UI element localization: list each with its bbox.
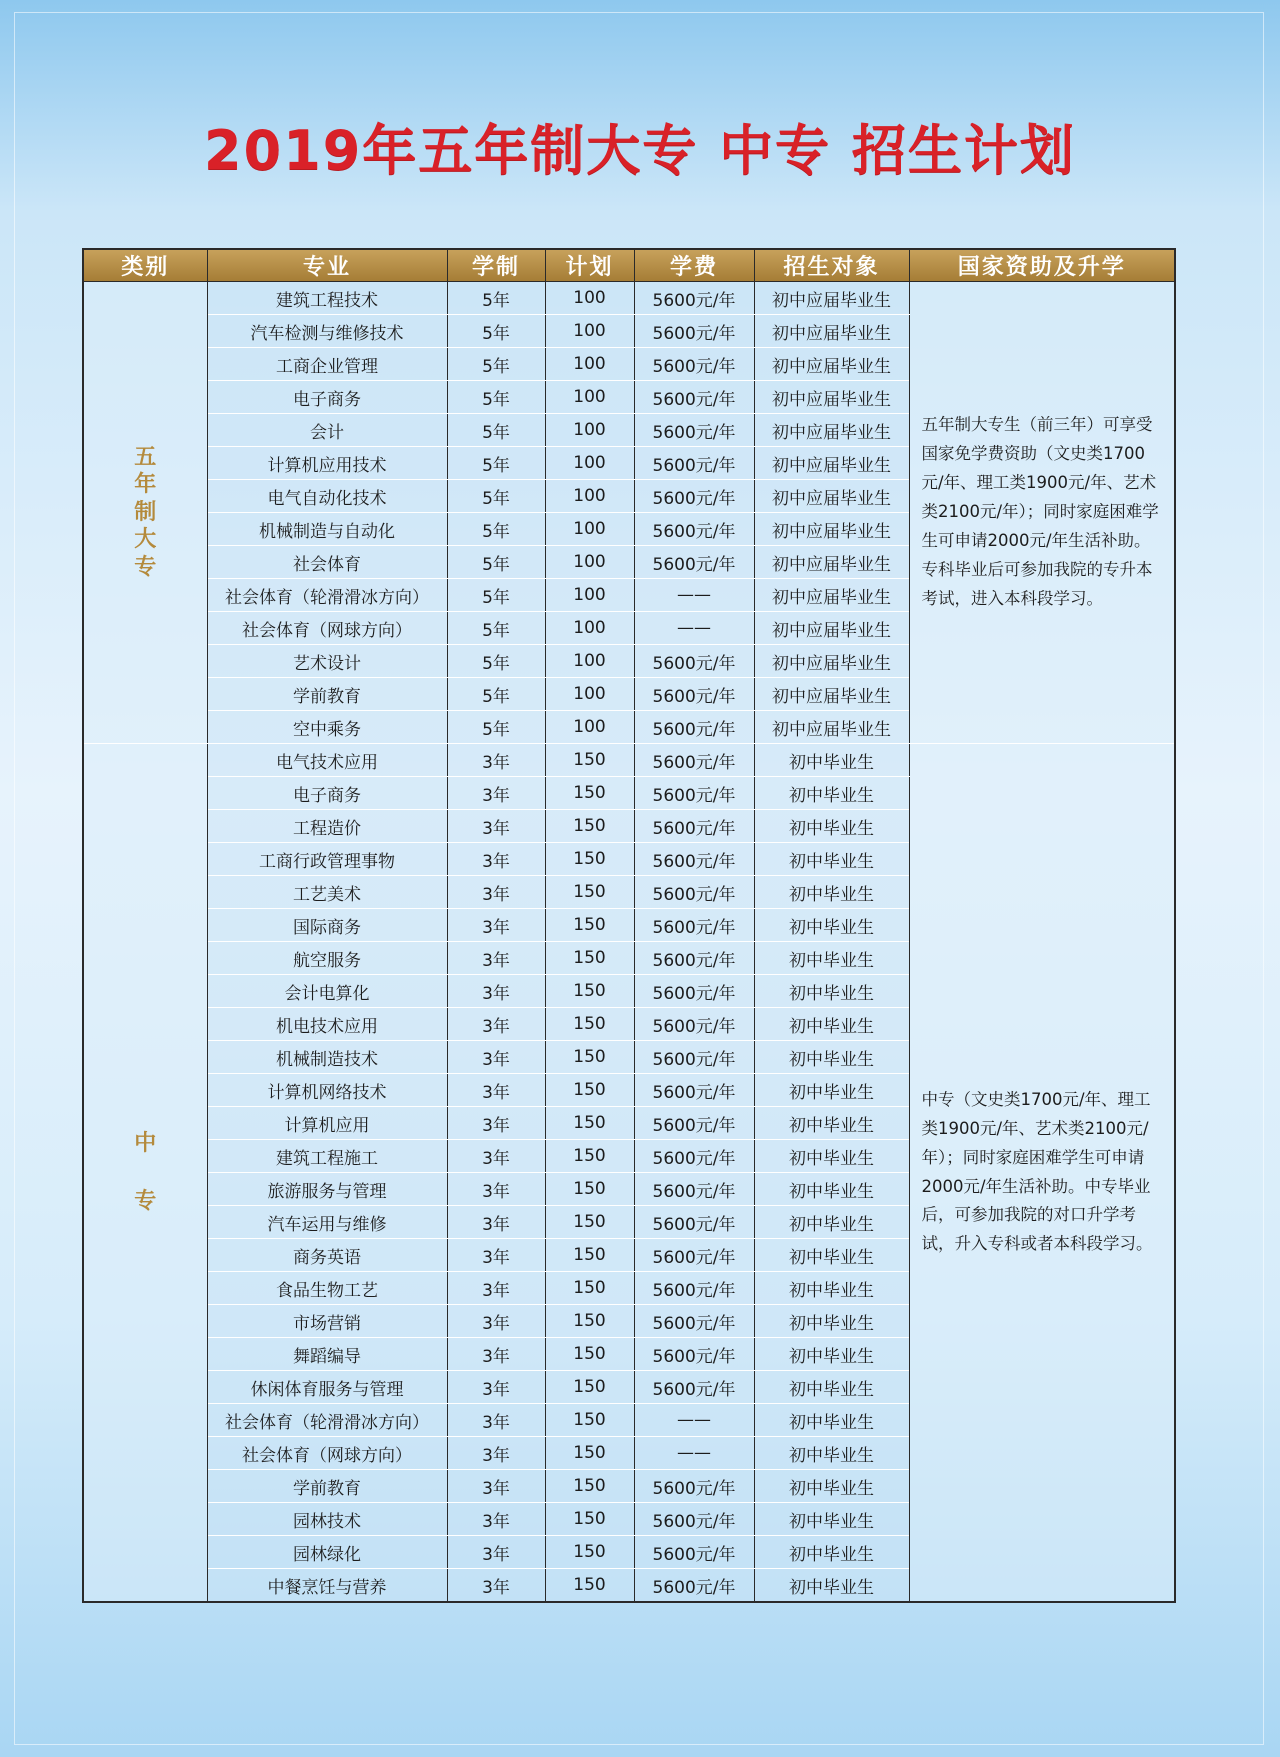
duration-cell: 3年	[447, 1272, 545, 1305]
duration-cell: 5年	[447, 546, 545, 579]
enrollment-plan-table	[82, 248, 1176, 1603]
table-body	[83, 282, 1175, 1603]
target-cell: 初中应届毕业生	[754, 579, 909, 612]
duration-cell: 3年	[447, 909, 545, 942]
target-cell: 初中应届毕业生	[754, 282, 909, 315]
plan-cell: 150	[545, 810, 634, 843]
tuition-cell: 5600元/年	[634, 282, 754, 315]
plan-cell: 100	[545, 381, 634, 414]
plan-cell: 150	[545, 1140, 634, 1173]
tuition-cell: 5600元/年	[634, 843, 754, 876]
major-cell: 计算机应用	[207, 1107, 447, 1140]
target-cell: 初中毕业生	[754, 1206, 909, 1239]
tuition-cell: 5600元/年	[634, 1107, 754, 1140]
target-cell: 初中应届毕业生	[754, 513, 909, 546]
major-cell: 中餐烹饪与营养	[207, 1569, 447, 1603]
major-cell: 休闲体育服务与管理	[207, 1371, 447, 1404]
major-cell: 建筑工程技术	[207, 282, 447, 315]
plan-cell: 150	[545, 909, 634, 942]
tuition-cell: 5600元/年	[634, 546, 754, 579]
duration-cell: 3年	[447, 1338, 545, 1371]
tuition-cell: 5600元/年	[634, 1140, 754, 1173]
duration-cell: 5年	[447, 480, 545, 513]
duration-cell: 5年	[447, 612, 545, 645]
duration-cell: 3年	[447, 1074, 545, 1107]
tuition-cell: 5600元/年	[634, 1305, 754, 1338]
duration-cell: 3年	[447, 810, 545, 843]
plan-cell: 150	[545, 1008, 634, 1041]
duration-cell: 3年	[447, 1503, 545, 1536]
target-cell: 初中毕业生	[754, 909, 909, 942]
target-cell: 初中毕业生	[754, 1371, 909, 1404]
tuition-cell: 5600元/年	[634, 975, 754, 1008]
major-cell: 电气自动化技术	[207, 480, 447, 513]
duration-cell: 3年	[447, 1041, 545, 1074]
tuition-cell: 5600元/年	[634, 348, 754, 381]
table-row	[83, 744, 1175, 777]
tuition-cell: 5600元/年	[634, 1173, 754, 1206]
major-cell: 工商企业管理	[207, 348, 447, 381]
tuition-cell: 5600元/年	[634, 381, 754, 414]
duration-cell: 3年	[447, 777, 545, 810]
plan-cell: 100	[545, 414, 634, 447]
plan-cell: 150	[545, 1371, 634, 1404]
page-title: 2019年五年制大专 中专 招生计划	[204, 119, 1076, 182]
aid-note-cell: 中专（文史类1700元/年、理工类1900元/年、艺术类2100元/年）；同时家庭困难学生可申请2000元/年生活补助。中专毕业后，可参加我院的对口升学考试，升入专科或者本科段学习。	[909, 744, 1175, 1603]
duration-cell: 3年	[447, 1008, 545, 1041]
tuition-cell: 5600元/年	[634, 1338, 754, 1371]
target-cell: 初中毕业生	[754, 1140, 909, 1173]
header-duration: 学制	[447, 249, 545, 282]
target-cell: 初中毕业生	[754, 1272, 909, 1305]
category-label: 五 年 制 大 专	[134, 444, 157, 580]
plan-cell: 150	[545, 777, 634, 810]
target-cell: 初中毕业生	[754, 1503, 909, 1536]
tuition-cell: ——	[634, 579, 754, 612]
duration-cell: 5年	[447, 348, 545, 381]
plan-cell: 100	[545, 480, 634, 513]
duration-cell: 3年	[447, 744, 545, 777]
plan-cell: 150	[545, 1272, 634, 1305]
target-cell: 初中毕业生	[754, 777, 909, 810]
plan-cell: 150	[545, 1041, 634, 1074]
major-cell: 园林绿化	[207, 1536, 447, 1569]
major-cell: 市场营销	[207, 1305, 447, 1338]
duration-cell: 3年	[447, 1569, 545, 1603]
duration-cell: 5年	[447, 711, 545, 744]
duration-cell: 3年	[447, 1404, 545, 1437]
duration-cell: 3年	[447, 1173, 545, 1206]
tuition-cell: 5600元/年	[634, 744, 754, 777]
tuition-cell: 5600元/年	[634, 942, 754, 975]
plan-cell: 150	[545, 1470, 634, 1503]
target-cell: 初中应届毕业生	[754, 645, 909, 678]
plan-cell: 150	[545, 1569, 634, 1603]
plan-cell: 150	[545, 1338, 634, 1371]
table-row	[83, 282, 1175, 315]
plan-cell: 150	[545, 1437, 634, 1470]
target-cell: 初中应届毕业生	[754, 711, 909, 744]
duration-cell: 3年	[447, 1437, 545, 1470]
major-cell: 学前教育	[207, 678, 447, 711]
major-cell: 机电技术应用	[207, 1008, 447, 1041]
duration-cell: 5年	[447, 381, 545, 414]
tuition-cell: 5600元/年	[634, 1569, 754, 1603]
duration-cell: 5年	[447, 447, 545, 480]
plan-cell: 150	[545, 843, 634, 876]
duration-cell: 5年	[447, 282, 545, 315]
tuition-cell: 5600元/年	[634, 711, 754, 744]
category-label: 中 专	[134, 1131, 157, 1214]
major-cell: 舞蹈编导	[207, 1338, 447, 1371]
target-cell: 初中毕业生	[754, 1173, 909, 1206]
plan-cell: 150	[545, 975, 634, 1008]
major-cell: 电子商务	[207, 381, 447, 414]
plan-cell: 100	[545, 315, 634, 348]
duration-cell: 3年	[447, 1206, 545, 1239]
tuition-cell: 5600元/年	[634, 447, 754, 480]
target-cell: 初中毕业生	[754, 942, 909, 975]
major-cell: 电子商务	[207, 777, 447, 810]
plan-cell: 100	[545, 546, 634, 579]
tuition-cell: 5600元/年	[634, 414, 754, 447]
target-cell: 初中应届毕业生	[754, 348, 909, 381]
target-cell: 初中毕业生	[754, 1305, 909, 1338]
duration-cell: 3年	[447, 1239, 545, 1272]
duration-cell: 3年	[447, 876, 545, 909]
target-cell: 初中应届毕业生	[754, 315, 909, 348]
major-cell: 工商行政管理事物	[207, 843, 447, 876]
target-cell: 初中毕业生	[754, 1437, 909, 1470]
major-cell: 工程造价	[207, 810, 447, 843]
header-tuition: 学费	[634, 249, 754, 282]
tuition-cell: 5600元/年	[634, 909, 754, 942]
target-cell: 初中应届毕业生	[754, 480, 909, 513]
header-plan: 计划	[545, 249, 634, 282]
tuition-cell: 5600元/年	[634, 513, 754, 546]
major-cell: 社会体育（网球方向）	[207, 612, 447, 645]
major-cell: 机械制造技术	[207, 1041, 447, 1074]
plan-cell: 100	[545, 579, 634, 612]
target-cell: 初中毕业生	[754, 1008, 909, 1041]
major-cell: 社会体育（轮滑滑冰方向）	[207, 1404, 447, 1437]
tuition-cell: ——	[634, 1404, 754, 1437]
plan-cell: 150	[545, 744, 634, 777]
plan-cell: 150	[545, 942, 634, 975]
duration-cell: 3年	[447, 1305, 545, 1338]
plan-cell: 100	[545, 711, 634, 744]
duration-cell: 3年	[447, 843, 545, 876]
major-cell: 商务英语	[207, 1239, 447, 1272]
header-category: 类别	[83, 249, 207, 282]
major-cell: 会计	[207, 414, 447, 447]
target-cell: 初中毕业生	[754, 876, 909, 909]
duration-cell: 5年	[447, 315, 545, 348]
duration-cell: 5年	[447, 579, 545, 612]
tuition-cell: 5600元/年	[634, 315, 754, 348]
plan-cell: 100	[545, 447, 634, 480]
major-cell: 汽车检测与维修技术	[207, 315, 447, 348]
major-cell: 国际商务	[207, 909, 447, 942]
duration-cell: 5年	[447, 645, 545, 678]
target-cell: 初中毕业生	[754, 1107, 909, 1140]
target-cell: 初中毕业生	[754, 1338, 909, 1371]
plan-cell: 150	[545, 1239, 634, 1272]
header-major: 专业	[207, 249, 447, 282]
target-cell: 初中毕业生	[754, 744, 909, 777]
major-cell: 电气技术应用	[207, 744, 447, 777]
duration-cell: 3年	[447, 975, 545, 1008]
duration-cell: 3年	[447, 1140, 545, 1173]
duration-cell: 5年	[447, 678, 545, 711]
major-cell: 社会体育（网球方向）	[207, 1437, 447, 1470]
duration-cell: 3年	[447, 1107, 545, 1140]
plan-cell: 100	[545, 678, 634, 711]
header-target: 招生对象	[754, 249, 909, 282]
target-cell: 初中应届毕业生	[754, 678, 909, 711]
plan-cell: 150	[545, 1074, 634, 1107]
target-cell: 初中毕业生	[754, 843, 909, 876]
plan-cell: 150	[545, 1404, 634, 1437]
target-cell: 初中毕业生	[754, 810, 909, 843]
tuition-cell: 5600元/年	[634, 645, 754, 678]
tuition-cell: 5600元/年	[634, 1041, 754, 1074]
table-header	[83, 249, 1175, 282]
target-cell: 初中毕业生	[754, 1470, 909, 1503]
major-cell: 食品生物工艺	[207, 1272, 447, 1305]
plan-cell: 150	[545, 1107, 634, 1140]
header-aid: 国家资助及升学	[909, 249, 1175, 282]
plan-cell: 150	[545, 1206, 634, 1239]
plan-cell: 100	[545, 513, 634, 546]
tuition-cell: 5600元/年	[634, 1074, 754, 1107]
major-cell: 建筑工程施工	[207, 1140, 447, 1173]
tuition-cell: 5600元/年	[634, 1503, 754, 1536]
plan-cell: 100	[545, 282, 634, 315]
major-cell: 计算机网络技术	[207, 1074, 447, 1107]
major-cell: 空中乘务	[207, 711, 447, 744]
tuition-cell: 5600元/年	[634, 1470, 754, 1503]
tuition-cell: 5600元/年	[634, 777, 754, 810]
target-cell: 初中应届毕业生	[754, 447, 909, 480]
duration-cell: 3年	[447, 1470, 545, 1503]
plan-cell: 150	[545, 1173, 634, 1206]
duration-cell: 5年	[447, 513, 545, 546]
major-cell: 汽车运用与维修	[207, 1206, 447, 1239]
tuition-cell: 5600元/年	[634, 480, 754, 513]
aid-note-cell: 五年制大专生（前三年）可享受国家免学费资助（文史类1700元/年、理工类1900元/年、艺术类2100元/年）；同时家庭困难学生可申请2000元/年生活补助。专科毕业后可参加我院的专升本考试，进入本科段学习。	[909, 282, 1175, 744]
tuition-cell: 5600元/年	[634, 1272, 754, 1305]
tuition-cell: 5600元/年	[634, 678, 754, 711]
major-cell: 社会体育（轮滑滑冰方向）	[207, 579, 447, 612]
plan-cell: 150	[545, 1536, 634, 1569]
target-cell: 初中应届毕业生	[754, 381, 909, 414]
target-cell: 初中毕业生	[754, 1404, 909, 1437]
target-cell: 初中毕业生	[754, 1569, 909, 1603]
major-cell: 会计电算化	[207, 975, 447, 1008]
major-cell: 工艺美术	[207, 876, 447, 909]
duration-cell: 3年	[447, 1371, 545, 1404]
category-cell	[83, 282, 207, 744]
major-cell: 社会体育	[207, 546, 447, 579]
tuition-cell: 5600元/年	[634, 1239, 754, 1272]
major-cell: 机械制造与自动化	[207, 513, 447, 546]
major-cell: 航空服务	[207, 942, 447, 975]
major-cell: 园林技术	[207, 1503, 447, 1536]
tuition-cell: ——	[634, 612, 754, 645]
plan-cell: 100	[545, 612, 634, 645]
plan-cell: 100	[545, 645, 634, 678]
tuition-cell: 5600元/年	[634, 876, 754, 909]
duration-cell: 3年	[447, 942, 545, 975]
target-cell: 初中毕业生	[754, 975, 909, 1008]
tuition-cell: 5600元/年	[634, 1008, 754, 1041]
plan-cell: 150	[545, 876, 634, 909]
plan-cell: 150	[545, 1503, 634, 1536]
major-cell: 旅游服务与管理	[207, 1173, 447, 1206]
target-cell: 初中应届毕业生	[754, 612, 909, 645]
major-cell: 学前教育	[207, 1470, 447, 1503]
duration-cell: 3年	[447, 1536, 545, 1569]
tuition-cell: 5600元/年	[634, 1206, 754, 1239]
plan-cell: 100	[545, 348, 634, 381]
tuition-cell: 5600元/年	[634, 810, 754, 843]
target-cell: 初中应届毕业生	[754, 546, 909, 579]
target-cell: 初中毕业生	[754, 1536, 909, 1569]
target-cell: 初中毕业生	[754, 1239, 909, 1272]
header-row	[83, 249, 1175, 282]
tuition-cell: 5600元/年	[634, 1371, 754, 1404]
plan-cell: 150	[545, 1305, 634, 1338]
target-cell: 初中应届毕业生	[754, 414, 909, 447]
tuition-cell: 5600元/年	[634, 1536, 754, 1569]
tuition-cell: ——	[634, 1437, 754, 1470]
category-cell	[83, 744, 207, 1603]
target-cell: 初中毕业生	[754, 1074, 909, 1107]
major-cell: 艺术设计	[207, 645, 447, 678]
duration-cell: 5年	[447, 414, 545, 447]
target-cell: 初中毕业生	[754, 1041, 909, 1074]
major-cell: 计算机应用技术	[207, 447, 447, 480]
